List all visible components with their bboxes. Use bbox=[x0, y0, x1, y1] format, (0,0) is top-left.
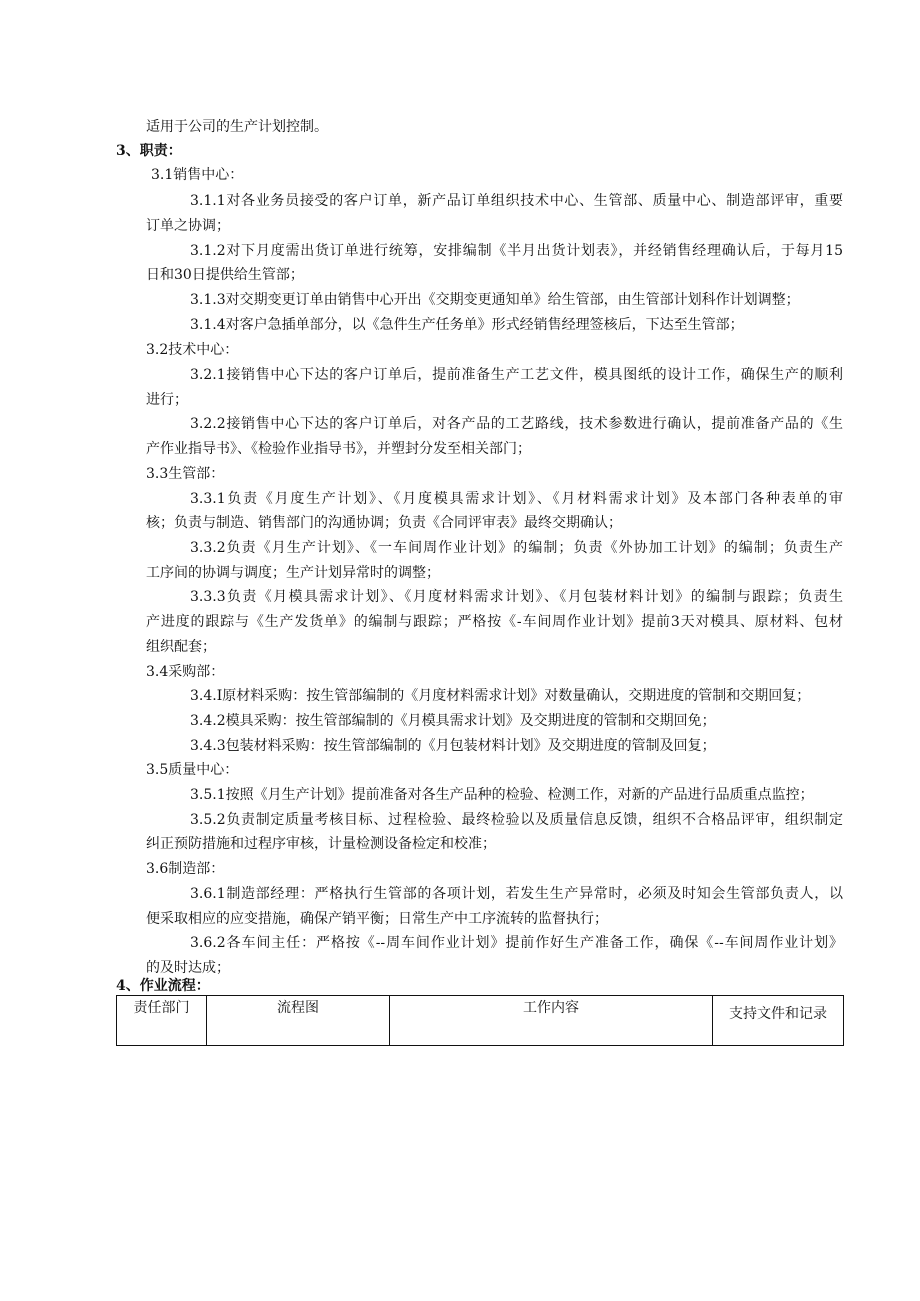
sales-item-2-line-1: 3.1.2对下月度需出货订单进行统筹，安排编制《半月出货计划表》，并经销售经理确认后，于每月15 bbox=[190, 243, 843, 259]
sales-item-2-line-2: 日和30日提供给生管部； bbox=[146, 267, 304, 283]
quality-title: 3.5质量中心： bbox=[146, 762, 239, 778]
quality-item-2-line-2: 纠正预防措施和过程序审核，计量检测设备检定和校准； bbox=[146, 836, 496, 852]
pmc-item-1-line-2: 核；负责与制造、销售部门的沟通协调；负责《合同评审表》最终交期确认； bbox=[146, 515, 622, 531]
intro-text: 适用于公司的生产计划控制。 bbox=[146, 119, 328, 135]
sales-item-3: 3.1.3对交期变更订单由销售中心开出《交期变更通知单》给生管部，由生管部计划科作计划调整； bbox=[190, 292, 800, 308]
mfg-item-1-line-2: 便采取相应的应变措施，确保产销平衡；日常生产中工序流转的监督执行； bbox=[146, 911, 608, 927]
pmc-item-2-line-1: 3.3.2负责《月生产计划》、《一车间周作业计划》的编制；负责《外协加工计划》的编制；负责生产 bbox=[190, 540, 843, 556]
pmc-item-3-line-1: 3.3.3负责《月模具需求计划》、《月度材料需求计划》、《月包装材料计划》的编制与跟踪；负责生 bbox=[190, 589, 843, 605]
mfg-item-2-line-1: 3.6.2各车间主任：严格按《--周车间作业计划》提前作好生产准备工作，确保《--车间周作业计划》 bbox=[190, 935, 843, 951]
purchase-item-3: 3.4.3包装材料采购：按生管部编制的《月包装材料计划》及交期进度的管制及回复； bbox=[190, 738, 716, 754]
sales-title: 3.1销售中心： bbox=[151, 167, 244, 183]
tech-item-1-line-2: 进行； bbox=[146, 392, 188, 408]
purchase-title: 3.4采购部： bbox=[146, 664, 225, 680]
col-header-documents: 支持文件和记录 bbox=[713, 996, 844, 1046]
quality-item-2-line-1: 3.5.2负责制定质量考核目标、过程检验、最终检验以及质量信息反馈，组织不合格品评审，组织制定 bbox=[190, 812, 843, 828]
quality-item-1: 3.5.1按照《月生产计划》提前准备对各生产品种的检验、检测工作，对新的产品进行品质重点监控； bbox=[190, 787, 814, 803]
tech-item-2-line-2: 产作业指导书》、《检验作业指导书》，并塑封分发至相关部门； bbox=[146, 441, 531, 457]
table-header-row bbox=[117, 996, 844, 1046]
pmc-item-3-line-3: 组织配套； bbox=[146, 639, 216, 655]
mfg-title: 3.6制造部： bbox=[146, 861, 225, 877]
col-header-department: 责任部门 bbox=[117, 996, 207, 1046]
pmc-title: 3.3生管部： bbox=[146, 466, 225, 482]
tech-title: 3.2技术中心： bbox=[146, 342, 239, 358]
workflow-table bbox=[116, 995, 844, 1046]
purchase-item-2: 3.4.2模具采购：按生管部编制的《月模具需求计划》及交期进度的管制和交期回免； bbox=[190, 713, 716, 729]
tech-item-1-line-1: 3.2.1接销售中心下达的客户订单后，提前准备生产工艺文件，模具图纸的设计工作，确保生产的顺利 bbox=[190, 367, 843, 383]
section-4-heading: 4、作业流程： bbox=[116, 978, 210, 994]
pmc-item-2-line-2: 工序间的协调与调度；生产计划异常时的调整； bbox=[146, 565, 440, 581]
sales-item-1-line-1: 3.1.1对各业务员接受的客户订单，新产品订单组织技术中心、生管部、质量中心、制造部评审，重要 bbox=[190, 193, 843, 209]
mfg-item-1-line-1: 3.6.1制造部经理：严格执行生管部的各项计划，若发生生产异常时，必须及时知会生管部负责人，以 bbox=[190, 886, 843, 902]
sales-item-1-line-2: 订单之协调； bbox=[146, 218, 230, 234]
sales-item-4: 3.1.4对客户急插单部分，以《急件生产任务单》形式经销售经理签核后，下达至生管部； bbox=[190, 317, 744, 333]
purchase-item-1: 3.4.I原材料采购：按生管部编制的《月度材料需求计划》对数量确认，交期进度的管制和交期回复； bbox=[190, 688, 811, 704]
col-header-work-content: 工作内容 bbox=[390, 996, 713, 1046]
section-3-heading: 3、职责： bbox=[116, 143, 182, 159]
tech-item-2-line-1: 3.2.2接销售中心下达的客户订单后，对各产品的工艺路线，技术参数进行确认，提前准备产品的《生 bbox=[190, 416, 843, 432]
mfg-item-2-line-2: 的及时达成； bbox=[146, 960, 230, 976]
col-header-flowchart: 流程图 bbox=[207, 996, 390, 1046]
pmc-item-3-line-2: 产进度的跟踪与《生产发货单》的编制与跟踪；严格按《-车间周作业计划》提前3天对模具、原材料、包材 bbox=[146, 614, 843, 630]
pmc-item-1-line-1: 3.3.1负责《月度生产计划》、《月度模具需求计划》、《月材料需求计划》及本部门各种表单的审 bbox=[190, 491, 843, 507]
